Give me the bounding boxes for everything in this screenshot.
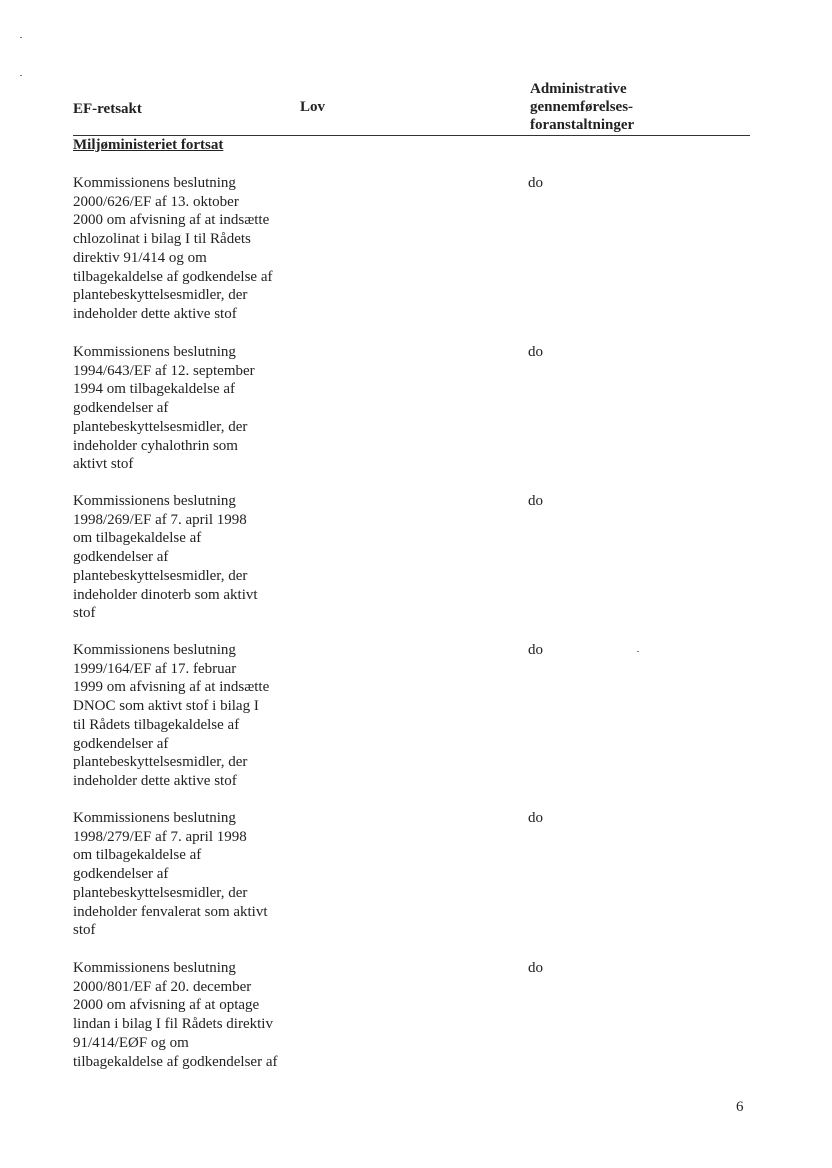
entry-line: DNOC som aktivt stof i bilag I <box>73 698 259 715</box>
page-number: 6 <box>736 1099 744 1115</box>
column-header-line: Administrative <box>530 81 627 97</box>
column-header-line: foranstaltninger <box>530 117 635 133</box>
entry-line: plantebeskyttelsesmidler, der <box>73 884 248 901</box>
entry-line: 1994 om tilbagekaldelse af <box>73 381 236 398</box>
entry-line: plantebeskyttelsesmidler, der <box>73 754 248 771</box>
entry-line: godkendelser af <box>73 735 169 752</box>
entry-measure: do <box>528 493 543 509</box>
entry-line: Kommissionens beslutning <box>73 175 236 191</box>
entry-line: godkendelser af <box>73 866 169 883</box>
entry-text <box>73 343 303 474</box>
entry-measure: do <box>528 810 543 826</box>
entry-text <box>73 959 303 1071</box>
entry-line: 2000 om afvisning af at optage <box>73 997 260 1014</box>
entry-measure: do <box>528 175 543 191</box>
entry-line: godkendelser af <box>73 549 169 566</box>
entry-line: Kommissionens beslutning <box>73 810 236 826</box>
header-rule <box>73 135 750 136</box>
entry-line: 1994/643/EF af 12. september <box>73 362 255 379</box>
entry-line: indeholder dette aktive stof <box>73 305 237 322</box>
entry-measure: do <box>528 344 543 360</box>
column-header-lov: Lov <box>300 99 326 115</box>
scan-speck <box>20 75 22 76</box>
entry-text <box>73 809 303 940</box>
entry-line: Kommissionens beslutning <box>73 960 236 976</box>
section-title: Miljøministeriet fortsat <box>73 137 224 153</box>
entry-measure: do <box>528 960 543 976</box>
entry-line: indeholder dette aktive stof <box>73 772 237 789</box>
entry-line: aktivt stof <box>73 456 134 473</box>
entry-measure: do <box>528 642 543 658</box>
entry-line: Kommissionens beslutning <box>73 344 236 360</box>
entry-line: stof <box>73 922 96 939</box>
entry-line: plantebeskyttelsesmidler, der <box>73 567 248 584</box>
entry-line: stof <box>73 605 96 622</box>
column-header-line: gennemførelses- <box>530 99 634 115</box>
entry-text <box>73 174 303 324</box>
entry-line: godkendelser af <box>73 400 169 417</box>
entry-line: indeholder dinoterb som aktivt <box>73 586 258 603</box>
entry-line: 1998/269/EF af 7. april 1998 <box>73 511 247 528</box>
entry-line: tilbagekaldelse af godkendelser af <box>73 1053 278 1070</box>
entry-line: tilbagekaldelse af godkendelse af <box>73 268 273 285</box>
entry-line: 91/414/EØF og om <box>73 1034 189 1051</box>
column-header-administrative <box>530 80 730 134</box>
entry-line: 2000/801/EF af 20. december <box>73 978 252 995</box>
entry-line: 2000/626/EF af 13. oktober <box>73 193 239 210</box>
entry-line: direktiv 91/414 og om <box>73 249 207 266</box>
entry-line: 2000 om afvisning af at indsætte <box>73 212 270 229</box>
entry-text <box>73 641 303 791</box>
entry-line: plantebeskyttelsesmidler, der <box>73 418 248 435</box>
entry-line: 1999/164/EF af 17. februar <box>73 660 237 677</box>
entry-line: om tilbagekaldelse af <box>73 530 202 547</box>
column-header-ef-retsakt: EF-retsakt <box>73 101 142 117</box>
entry-line: indeholder cyhalothrin som <box>73 437 238 454</box>
entry-line: plantebeskyttelsesmidler, der <box>73 287 248 304</box>
entry-line: 1999 om afvisning af at indsætte <box>73 679 270 696</box>
entry-text <box>73 492 303 623</box>
entry-line: chlozolinat i bilag I til Rådets <box>73 231 251 248</box>
entry-line: lindan i bilag I fil Rådets direktiv <box>73 1016 273 1033</box>
entry-line: Kommissionens beslutning <box>73 642 236 658</box>
entry-line: Kommissionens beslutning <box>73 493 236 509</box>
entry-line: 1998/279/EF af 7. april 1998 <box>73 828 247 845</box>
scan-speck <box>637 651 639 652</box>
scan-speck <box>20 37 22 38</box>
entry-line: til Rådets tilbagekaldelse af <box>73 716 240 733</box>
entry-line: om tilbagekaldelse af <box>73 847 202 864</box>
entry-line: indeholder fenvalerat som aktivt <box>73 903 268 920</box>
